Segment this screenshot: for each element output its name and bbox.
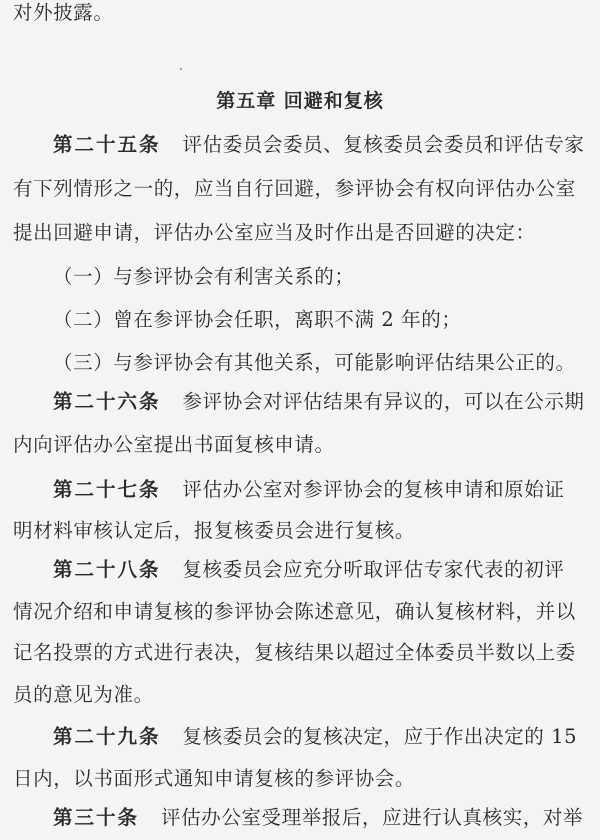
article-28-line-2: 情况介绍和申请复核的参评协会陈述意见，确认复核材料，并以 bbox=[13, 600, 576, 623]
article-25-line-1 bbox=[53, 132, 585, 158]
article-25-item-3: （三）与参评协会有其他关系，可能影响评估结果公正的。 bbox=[53, 351, 576, 374]
article-25-label: 第二十五条 bbox=[53, 133, 161, 156]
top-fragment: 对外披露。 bbox=[13, 1, 114, 24]
article-25-item-1: （一）与参评协会有利害关系的； bbox=[53, 265, 355, 288]
article-28-line-4: 员的意见为准。 bbox=[13, 683, 154, 706]
article-27-line-1 bbox=[53, 477, 564, 503]
article-25-text-1: 评估委员会委员、复核委员会委员和评估专家 bbox=[182, 133, 585, 156]
article-27-text-1: 评估办公室对参评协会的复核申请和原始证 bbox=[182, 478, 565, 501]
article-29-text-1: 复核委员会的复核决定，应于作出决定的 15 bbox=[182, 725, 578, 748]
article-28-line-3: 记名投票的方式进行表决，复核结果以超过全体委员半数以上委 bbox=[13, 641, 576, 664]
article-25-line-3: 提出回避申请，评估办公室应当及时作出是否回避的决定： bbox=[13, 221, 536, 244]
article-29-label: 第二十九条 bbox=[53, 725, 161, 748]
article-25-item-2: （二）曾在参评协会任职，离职不满 2 年的； bbox=[53, 308, 462, 331]
article-26-text-1: 参评协会对评估结果有异议的，可以在公示期 bbox=[182, 390, 585, 413]
scan-speck bbox=[180, 68, 182, 70]
article-30-label: 第三十条 bbox=[53, 806, 140, 829]
article-28-label: 第二十八条 bbox=[53, 558, 161, 581]
article-26-line-1 bbox=[53, 389, 585, 415]
article-28-line-1 bbox=[53, 557, 564, 583]
article-30-text-1: 评估办公室受理举报后，应进行认真核实，对举 bbox=[161, 806, 584, 829]
article-30-line-1 bbox=[53, 805, 583, 831]
article-28-text-1: 复核委员会应充分听取评估专家代表的初评 bbox=[182, 558, 565, 581]
article-26-label: 第二十六条 bbox=[53, 390, 161, 413]
article-25-line-2: 有下列情形之一的，应当自行回避，参评协会有权向评估办公室 bbox=[13, 177, 576, 200]
article-27-line-2: 明材料审核认定后，报复核委员会进行复核。 bbox=[13, 519, 416, 542]
article-29-line-2: 日内，以书面形式通知申请复核的参评协会。 bbox=[13, 767, 416, 790]
article-27-label: 第二十七条 bbox=[53, 478, 161, 501]
article-26-line-2: 内向评估办公室提出书面复核申请。 bbox=[13, 433, 335, 456]
chapter-title: 第五章 回避和复核 bbox=[216, 90, 384, 112]
article-29-line-1 bbox=[53, 724, 577, 750]
